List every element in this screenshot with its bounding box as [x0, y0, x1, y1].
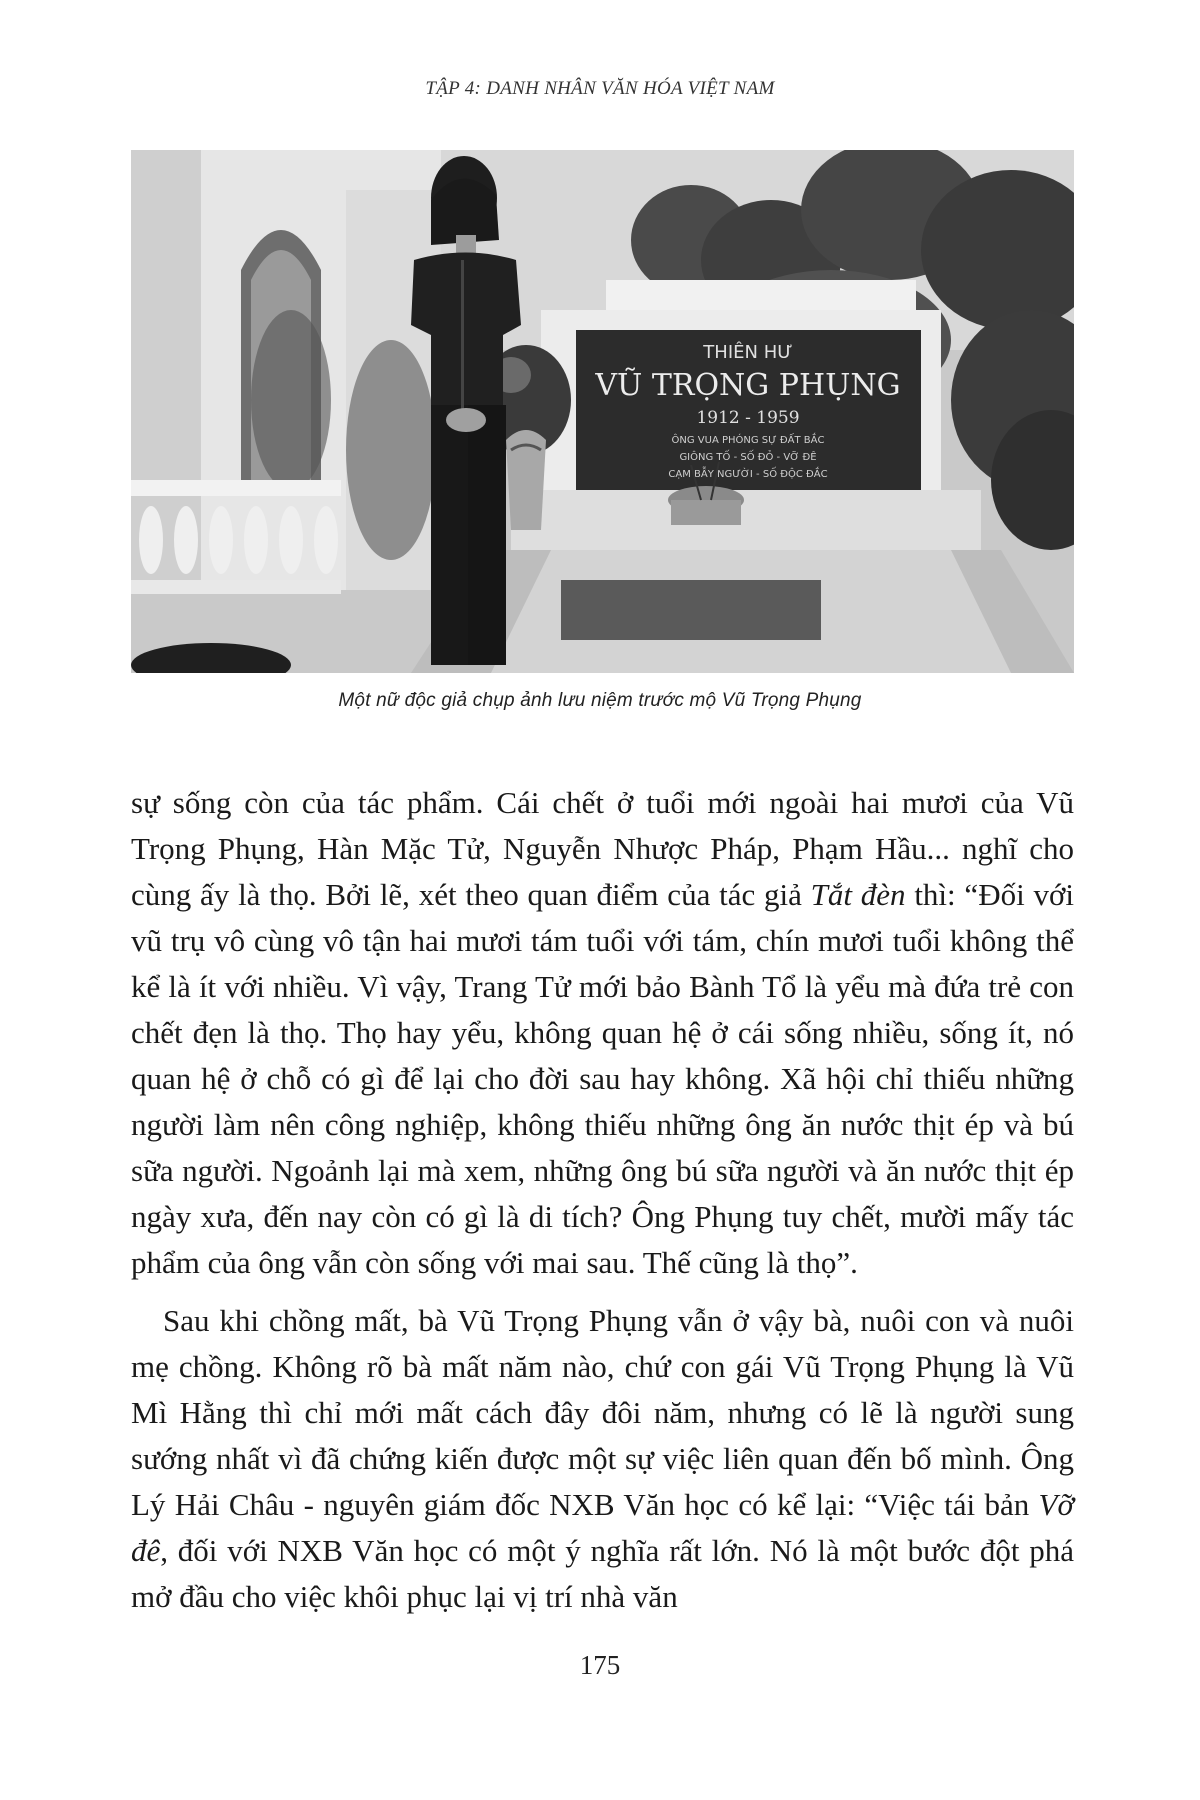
- photo-tomb-visit: [131, 150, 1074, 673]
- running-header: TẬP 4: DANH NHÂN VĂN HÓA VIỆT NAM: [425, 78, 775, 99]
- tomb-line-1: THIÊN HƯ: [703, 342, 793, 363]
- tomb-line-5: GIÔNG TỐ - SỐ ĐỎ - VỠ ĐÊ: [679, 452, 817, 463]
- book-title-vo-de: Vỡ đê: [131, 1487, 1074, 1568]
- tomb-line-4: ÔNG VUA PHÓNG SỰ ĐẤT BẮC: [671, 435, 825, 446]
- body-text: [131, 780, 1074, 1620]
- paragraph-2-run-3: , đối với NXB Văn học có một ý nghĩa rất lớn. Nó là một bước đột phá mở đầu cho việc khôi phục lại vị trí nhà văn: [131, 1533, 1074, 1614]
- book-title-tat-den: Tắt đèn: [810, 877, 906, 912]
- page-number: 175: [579, 1650, 621, 1680]
- paragraph-1: [131, 780, 1074, 1286]
- paragraph-2: [131, 1298, 1074, 1620]
- tomb-line-3: 1912 - 1959: [696, 408, 800, 428]
- figure-caption: Một nữ độc giả chụp ảnh lưu niệm trước mộ Vũ Trọng Phụng: [338, 690, 862, 711]
- paragraph-2-run-1: Sau khi chồng mất, bà Vũ Trọng Phụng vẫn ở vậy bà, nuôi con và nuôi mẹ chồng. Không rõ bà mất năm nào, chứ con gái Vũ Trọng Phụng là Vũ Mì Hằng thì chỉ mới mất cách đây đôi năm, nhưng có lẽ là người sung sướng nhất vì đã chứng kiến được một sự việc liên quan đến bố mình. Ông Lý Hải Châu - nguyên giám đốc NXB Văn học có kể lại: “Việc tái bản: [131, 1303, 1074, 1522]
- photo-illustration: [131, 150, 1074, 673]
- tomb-line-6: CẠM BẪY NGƯỜI - SỐ ĐỘC ĐẮC: [668, 469, 828, 480]
- paragraph-1-run-3: thì: “Đối với vũ trụ vô cùng vô tận hai mươi tám tuổi với tám, chín mươi tuổi không thể kể là ít với nhiều. Vì vậy, Trang Tử mới bảo Bành Tổ là yểu mà đứa trẻ con chết đẹn là thọ. Thọ hay yểu, không quan hệ ở cái sống nhiều, sống ít, nó quan hệ ở chỗ có gì để lại cho đời sau hay không. Xã hội chỉ thiếu những người làm nên công nghiệp, không thiếu những ông ăn nước thịt ép và bú sữa người. Ngoảnh lại mà xem, những ông bú sữa người và ăn nước thịt ép ngày xưa, đến nay còn có gì là di tích? Ông Phụng tuy chết, mười mấy tác phẩm của ông vẫn còn sống với mai sau. Thế cũng là thọ”.: [131, 877, 1074, 1280]
- paragraph-1-run-1: sự sống còn của tác phẩm. Cái chết ở tuổi mới ngoài hai mươi của Vũ Trọng Phụng, Hàn Mặc Tử, Nguyễn Nhược Pháp, Phạm Hầu... nghĩ cho cùng ấy là thọ. Bởi lẽ, xét theo quan điểm của tác giả: [131, 785, 1074, 912]
- tomb-line-2: VŨ TRỌNG PHỤNG: [595, 368, 901, 403]
